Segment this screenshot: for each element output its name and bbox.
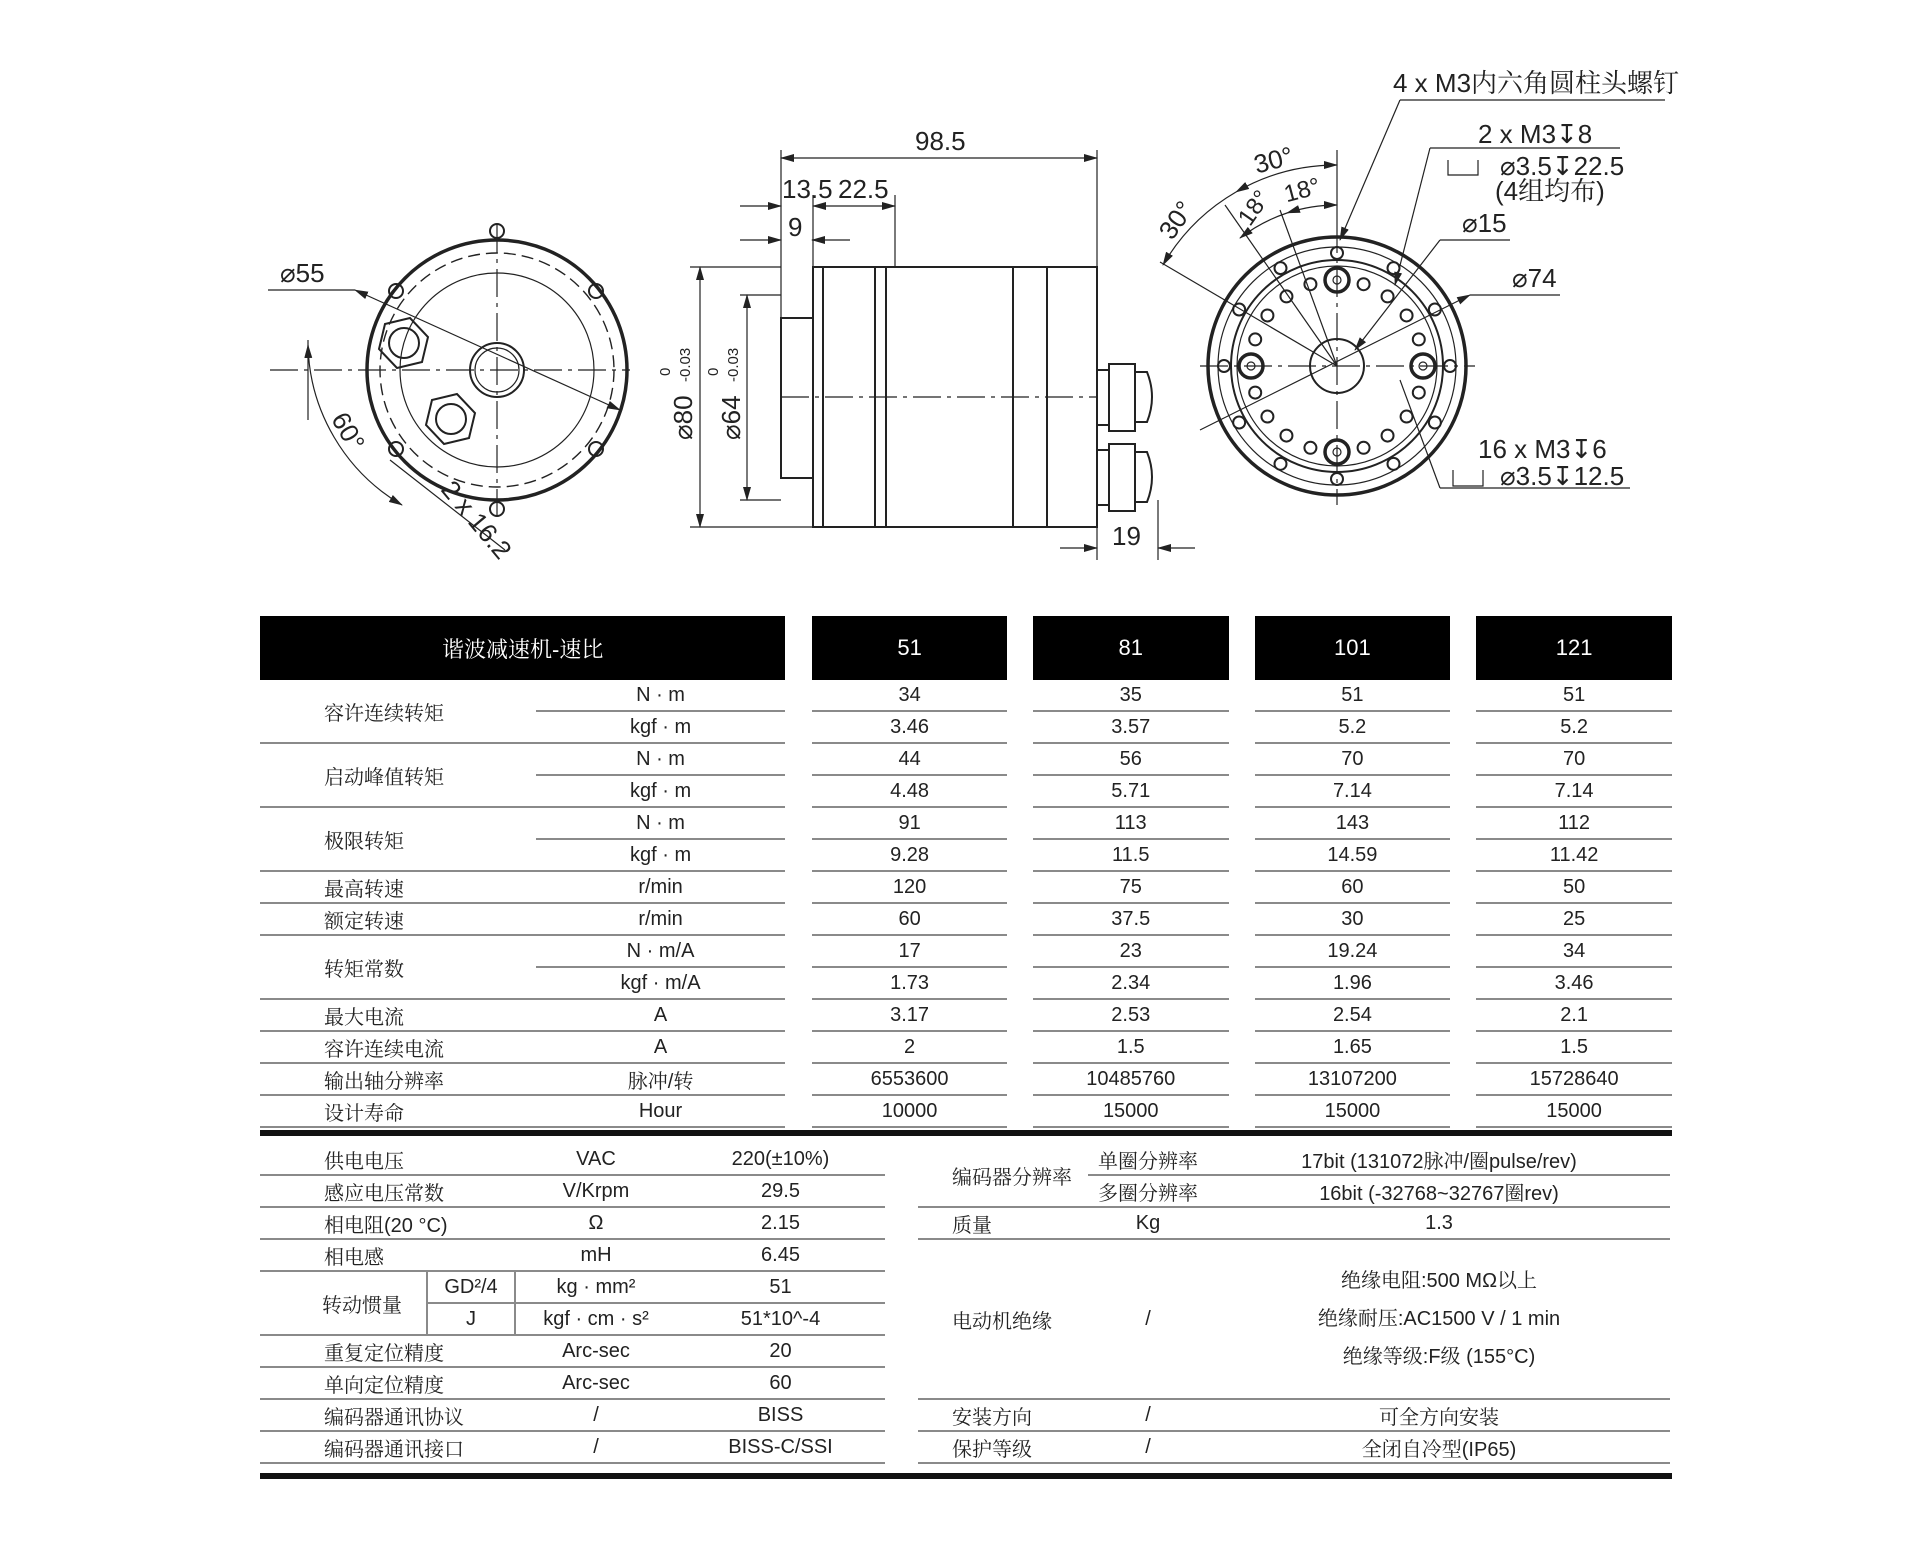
small-hole (1413, 333, 1425, 345)
gap (1007, 1096, 1033, 1128)
row-label: 编码器通讯接口 (260, 1432, 516, 1464)
row-label: 质量 (918, 1208, 1088, 1240)
label-od: ⌀74 (1512, 263, 1557, 293)
gap (1229, 744, 1255, 776)
spec-table-encoder (918, 1144, 1670, 1464)
row-value: 4.48 (812, 776, 1007, 808)
gap (1007, 808, 1033, 840)
row-unit: 脉冲/转 (536, 1064, 786, 1096)
table-row (918, 1144, 1670, 1176)
gap (1450, 1064, 1476, 1096)
row-unit: Ω (516, 1208, 676, 1240)
row-value: 1.5 (1476, 1032, 1672, 1064)
header-ratio-label: 谐波减速机-速比 (260, 616, 785, 680)
label-hole16-b: ⌀3.5↧12.5 (1500, 461, 1625, 491)
table-row (260, 1368, 885, 1400)
dim-od80: ⌀80 (668, 395, 698, 440)
row-unit: r/min (536, 872, 786, 904)
od64-tol-lower: -0.03 (725, 347, 742, 382)
row-value: 220(±10%) (676, 1144, 885, 1176)
small-hole (1280, 430, 1292, 442)
row-label: 编码器通讯协议 (260, 1400, 516, 1432)
row-unit: mH (516, 1240, 676, 1272)
row-unit: / (1088, 1400, 1208, 1432)
table-row (260, 1208, 885, 1240)
table-row (260, 1432, 885, 1464)
gap (785, 968, 812, 1000)
row-value: 1.65 (1255, 1032, 1451, 1064)
gap (1229, 1032, 1255, 1064)
row-unit: Arc-sec (516, 1368, 676, 1400)
small-hole (1261, 411, 1273, 423)
row-value: 15728640 (1476, 1064, 1672, 1096)
row-label: 编码器分辨率 (918, 1144, 1088, 1208)
table-row (260, 1144, 885, 1176)
gap (1007, 840, 1033, 872)
row-label: 电动机绝缘 (918, 1240, 1088, 1400)
gap (785, 680, 812, 712)
row-label: 单向定位精度 (260, 1368, 516, 1400)
row-value: 可全方向安装 (1208, 1400, 1670, 1432)
header-ratio-1: 51 (812, 616, 1007, 680)
row-value: 37.5 (1033, 904, 1229, 936)
row-value: 34 (812, 680, 1007, 712)
table-row (260, 1400, 885, 1432)
row-value: 23 (1033, 936, 1229, 968)
gap (785, 1000, 812, 1032)
table-row (918, 1240, 1670, 1400)
dim-od64: ⌀64 (716, 395, 746, 440)
insulation-line: 绝缘等级:F级 (155°C) (1342, 1346, 1536, 1368)
row-value: 3.57 (1033, 712, 1229, 744)
row-value: 70 (1476, 744, 1672, 776)
gap (785, 872, 812, 904)
row-label: 容许连续电流 (260, 1032, 536, 1064)
dim-dia55: ⌀55 (280, 258, 325, 288)
gap (785, 1032, 812, 1064)
gap (1007, 904, 1033, 936)
table-row (260, 1032, 1672, 1064)
row-unit: / (1088, 1432, 1208, 1464)
angle-30-top: 30° (1250, 140, 1297, 180)
gap (1450, 776, 1476, 808)
gap (785, 712, 812, 744)
small-hole (1401, 411, 1413, 423)
table-row (260, 1096, 1672, 1128)
gap (1229, 872, 1255, 904)
gap (1450, 840, 1476, 872)
gap (1007, 744, 1033, 776)
row-unit: kgf · cm · s² (516, 1304, 676, 1336)
row-unit: kgf · m (536, 840, 786, 872)
row-sub: J (428, 1304, 516, 1336)
row-label: 容许连续转矩 (260, 680, 536, 744)
row-value: 20 (676, 1336, 885, 1368)
divider-bar (260, 1130, 1672, 1136)
gap (1450, 808, 1476, 840)
row-value: 6553600 (812, 1064, 1007, 1096)
row-value: 10485760 (1033, 1064, 1229, 1096)
dim-gland: 2 x 16.2 (435, 474, 518, 565)
row-value: 14.59 (1255, 840, 1451, 872)
row-value: 2 (812, 1032, 1007, 1064)
gap (1229, 840, 1255, 872)
header-ratio-2: 81 (1033, 616, 1229, 680)
row-unit: kgf · m (536, 712, 786, 744)
table-row (260, 808, 1672, 840)
row-unit: VAC (516, 1144, 676, 1176)
row-value: 120 (812, 872, 1007, 904)
row-unit: kgf · m (536, 776, 786, 808)
row-label: 最高转速 (260, 872, 536, 904)
row-unit: Hour (536, 1096, 786, 1128)
row-unit: A (536, 1032, 786, 1064)
table-row (260, 744, 1672, 776)
row-value: 3.46 (1476, 968, 1672, 1000)
row-value: 56 (1033, 744, 1229, 776)
row-value: 5.71 (1033, 776, 1229, 808)
row-value: 16bit (-32768~32767圈rev) (1208, 1176, 1670, 1208)
row-value: 7.14 (1255, 776, 1451, 808)
angle-30-left: 30° (1152, 195, 1200, 245)
row-value: 60 (676, 1368, 885, 1400)
angle-18-b: 18° (1281, 172, 1324, 209)
row-value: 19.24 (1255, 936, 1451, 968)
row-unit: kgf · m/A (536, 968, 786, 1000)
outer-bolt (1233, 417, 1245, 429)
header-gap (1229, 616, 1255, 680)
gap (1450, 712, 1476, 744)
row-value: 1.73 (812, 968, 1007, 1000)
row-unit: A (536, 1000, 786, 1032)
gap (1007, 712, 1033, 744)
outer-bolt (1429, 417, 1441, 429)
small-hole (1358, 442, 1370, 454)
row-value: 143 (1255, 808, 1451, 840)
row-value: 2.34 (1033, 968, 1229, 1000)
label-hole2-b: ⌀3.5↧22.5 (1500, 151, 1625, 181)
spec-table-motor (260, 1144, 885, 1464)
od80-tol-upper: 0 (657, 367, 674, 376)
row-sub: 单圈分辨率 (1088, 1144, 1208, 1176)
outer-bolt (1275, 262, 1287, 274)
small-hole (1382, 290, 1394, 302)
table-row (260, 936, 1672, 968)
small-hole (1413, 387, 1425, 399)
row-value: 35 (1033, 680, 1229, 712)
gap (785, 776, 812, 808)
row-label: 额定转速 (260, 904, 536, 936)
gap (1450, 936, 1476, 968)
row-label: 保护等级 (918, 1432, 1088, 1464)
row-label: 转动惯量 (260, 1272, 428, 1336)
row-value: 3.46 (812, 712, 1007, 744)
od80-tol-lower: -0.03 (677, 347, 694, 382)
small-hole (1304, 442, 1316, 454)
header-ratio-4: 121 (1476, 616, 1672, 680)
small-hole (1249, 333, 1261, 345)
row-label: 供电电压 (260, 1144, 516, 1176)
angle-18-a: 18° (1232, 185, 1276, 231)
gap (1229, 904, 1255, 936)
row-value: 11.5 (1033, 840, 1229, 872)
row-label: 启动峰值转矩 (260, 744, 536, 808)
label-screw: 4 x M3内六角圆柱头螺钉 (1393, 68, 1680, 98)
header-gap (1007, 616, 1033, 680)
gap (785, 840, 812, 872)
dim-length: 98.5 (915, 126, 966, 156)
divider-bar-bottom (260, 1473, 1672, 1479)
row-sub: GD²/4 (428, 1272, 516, 1304)
gap (1007, 936, 1033, 968)
insulation-line: 绝缘电阻:500 MΩ以上 (1340, 1270, 1538, 1292)
small-hole (1261, 309, 1273, 321)
small-hole (1358, 278, 1370, 290)
small-hole (1304, 278, 1316, 290)
gap (785, 1096, 812, 1128)
outer-bolt (1275, 458, 1287, 470)
gap (1450, 744, 1476, 776)
row-value: 13107200 (1255, 1064, 1451, 1096)
row-value: 60 (812, 904, 1007, 936)
header-gap (1450, 616, 1476, 680)
gap (1229, 1096, 1255, 1128)
row-value: 5.2 (1476, 712, 1672, 744)
table-row (260, 1176, 885, 1208)
label-hole2-c: (4组均布) (1495, 176, 1605, 206)
header-gap (785, 616, 812, 680)
label-hole2-a: 2 x M3↧8 (1478, 119, 1593, 149)
row-label: 感应电压常数 (260, 1176, 516, 1208)
technical-drawing (0, 0, 1920, 600)
row-value: 11.42 (1476, 840, 1672, 872)
dim-19: 19 (1112, 521, 1141, 551)
row-unit: N · m/A (536, 936, 786, 968)
row-value: 3.17 (812, 1000, 1007, 1032)
row-unit: Kg (1088, 1208, 1208, 1240)
table-row (260, 1064, 1672, 1096)
row-label: 安装方向 (918, 1400, 1088, 1432)
gap (1450, 872, 1476, 904)
gap (1450, 968, 1476, 1000)
row-value: 51 (1476, 680, 1672, 712)
row-value: 29.5 (676, 1176, 885, 1208)
table-row (260, 680, 1672, 712)
rear-view (268, 224, 630, 565)
insulation-values (1208, 1240, 1670, 1400)
gap (1450, 904, 1476, 936)
gap (1007, 968, 1033, 1000)
row-value: 50 (1476, 872, 1672, 904)
row-unit: N · m (536, 744, 786, 776)
row-value: 51 (1255, 680, 1451, 712)
outer-bolt (1233, 304, 1245, 316)
row-value: 112 (1476, 808, 1672, 840)
gap (785, 936, 812, 968)
gap (1229, 936, 1255, 968)
row-label: 极限转矩 (260, 808, 536, 872)
row-value: 全闭自冷型(IP65) (1208, 1432, 1670, 1464)
row-label: 相电阻(20 °C) (260, 1208, 516, 1240)
gap (1007, 680, 1033, 712)
row-sub: 多圈分辨率 (1088, 1176, 1208, 1208)
row-label: 设计寿命 (260, 1096, 536, 1128)
row-value: 1.3 (1208, 1208, 1670, 1240)
row-value: BISS-C/SSI (676, 1432, 885, 1464)
row-label: 重复定位精度 (260, 1336, 516, 1368)
row-label: 相电感 (260, 1240, 516, 1272)
table-row (260, 1336, 885, 1368)
row-value: 15000 (1476, 1096, 1672, 1128)
row-value: 7.14 (1476, 776, 1672, 808)
row-value: 17bit (131072脉冲/圈pulse/rev) (1208, 1144, 1670, 1176)
gap (1229, 1064, 1255, 1096)
insulation-line: 绝缘耐压:AC1500 V / 1 min (1317, 1308, 1561, 1330)
row-value: 70 (1255, 744, 1451, 776)
od64-tol-upper: 0 (705, 367, 722, 376)
table-row (918, 1432, 1670, 1464)
table-row (918, 1208, 1670, 1240)
row-value: 2.53 (1033, 1000, 1229, 1032)
gap (1229, 776, 1255, 808)
gap (1450, 680, 1476, 712)
spec-table-ratios (260, 616, 1672, 1128)
gap (1007, 776, 1033, 808)
front-view (1152, 68, 1679, 505)
row-label: 最大电流 (260, 1000, 536, 1032)
row-value: 10000 (812, 1096, 1007, 1128)
gap (785, 904, 812, 936)
gap (785, 808, 812, 840)
row-value: 17 (812, 936, 1007, 968)
gap (1007, 1032, 1033, 1064)
small-hole (1249, 387, 1261, 399)
row-label: 输出轴分辨率 (260, 1064, 536, 1096)
row-label: 转矩常数 (260, 936, 536, 1000)
row-unit: Arc-sec (516, 1336, 676, 1368)
table-row (260, 904, 1672, 936)
row-value: 2.54 (1255, 1000, 1451, 1032)
label-bore: ⌀15 (1462, 208, 1507, 238)
row-value: 15000 (1255, 1096, 1451, 1128)
gap (1229, 712, 1255, 744)
row-unit: N · m (536, 680, 786, 712)
row-value: 25 (1476, 904, 1672, 936)
row-value: 6.45 (676, 1240, 885, 1272)
dim-angle60: 60° (325, 406, 372, 456)
row-value: 9.28 (812, 840, 1007, 872)
gap (785, 1064, 812, 1096)
row-value: 60 (1255, 872, 1451, 904)
small-hole (1401, 309, 1413, 321)
header-row (260, 616, 1672, 680)
small-hole (1382, 430, 1394, 442)
label-hole16-a: 16 x M3↧6 (1478, 434, 1607, 464)
table-row (260, 1272, 885, 1304)
row-value: 15000 (1033, 1096, 1229, 1128)
row-unit: kg · mm² (516, 1272, 676, 1304)
gap (1450, 1032, 1476, 1064)
dim-13-5: 13.5 (782, 174, 833, 204)
row-value: 51*10^-4 (676, 1304, 885, 1336)
row-value: 2.15 (676, 1208, 885, 1240)
row-unit: / (1088, 1240, 1208, 1400)
table-row (260, 1240, 885, 1272)
row-value: 51 (676, 1272, 885, 1304)
row-unit: N · m (536, 808, 786, 840)
gap (1450, 1096, 1476, 1128)
outer-bolt (1388, 458, 1400, 470)
row-unit: / (516, 1432, 676, 1464)
row-value: 34 (1476, 936, 1672, 968)
row-value: 2.1 (1476, 1000, 1672, 1032)
outer-bolt (1429, 304, 1441, 316)
row-unit: / (516, 1400, 676, 1432)
row-value: BISS (676, 1400, 885, 1432)
row-value: 1.96 (1255, 968, 1451, 1000)
row-unit: V/Krpm (516, 1176, 676, 1208)
table-row (260, 1000, 1672, 1032)
row-value: 113 (1033, 808, 1229, 840)
gap (1007, 1000, 1033, 1032)
gap (1229, 680, 1255, 712)
row-unit: r/min (536, 904, 786, 936)
row-value: 30 (1255, 904, 1451, 936)
row-value: 91 (812, 808, 1007, 840)
row-value: 1.5 (1033, 1032, 1229, 1064)
gap (1007, 1064, 1033, 1096)
gap (1229, 968, 1255, 1000)
dim-9: 9 (788, 212, 803, 242)
gap (1007, 872, 1033, 904)
dim-22-5: 22.5 (838, 174, 889, 204)
table-row (260, 872, 1672, 904)
row-value: 75 (1033, 872, 1229, 904)
gap (1229, 1000, 1255, 1032)
row-value: 5.2 (1255, 712, 1451, 744)
header-ratio-3: 101 (1255, 616, 1451, 680)
table-row (918, 1400, 1670, 1432)
row-value: 44 (812, 744, 1007, 776)
small-hole (1280, 290, 1292, 302)
gap (1229, 808, 1255, 840)
gap (785, 744, 812, 776)
gap (1450, 1000, 1476, 1032)
side-view (657, 126, 1195, 560)
